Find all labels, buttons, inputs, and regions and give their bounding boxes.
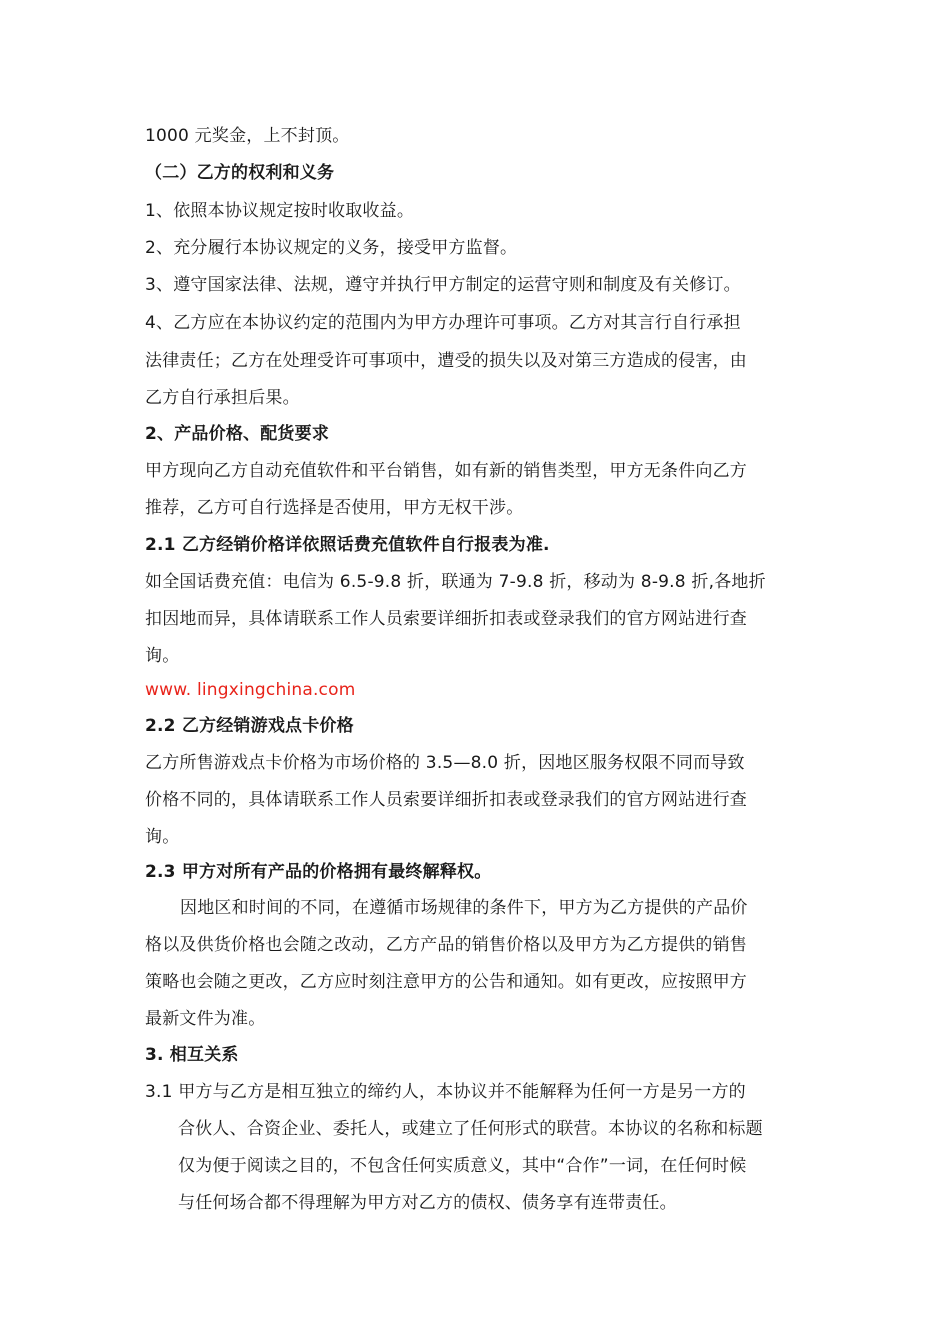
text-line: 最新文件为准。 (145, 1009, 266, 1029)
text-line: 乙方自行承担后果。 (145, 388, 300, 408)
text-line: 乙方所售游戏点卡价格为市场价格的 3.5—8.0 折，因地区服务权限不同而导致 (145, 753, 745, 773)
text-line: 1、依照本协议规定按时收取收益。 (145, 201, 415, 221)
website-link[interactable]: www. lingxingchina.com (145, 680, 356, 700)
text-line: 因地区和时间的不同，在遵循市场规律的条件下，甲方为乙方提供的产品价 (180, 898, 748, 918)
text-line: 询。 (145, 646, 180, 666)
text-line: 推荐，乙方可自行选择是否使用，甲方无权干涉。 (145, 498, 524, 518)
section-heading: （二）乙方的权利和义务 (145, 163, 335, 183)
section-heading: 2、产品价格、配货要求 (145, 424, 330, 444)
text-line: 与任何场合都不得理解为甲方对乙方的债权、债务享有连带责任。 (178, 1193, 677, 1213)
section-heading: 2.3 甲方对所有产品的价格拥有最终解释权。 (145, 862, 492, 882)
text-line: 3.1 甲方与乙方是相互独立的缔约人，本协议并不能解释为任何一方是另一方的 (145, 1082, 746, 1102)
text-line: 扣因地而异，具体请联系工作人员索要详细折扣表或登录我们的官方网站进行查 (145, 609, 747, 629)
text-line: 法律责任；乙方在处理受许可事项中，遭受的损失以及对第三方造成的侵害，由 (145, 351, 747, 371)
text-line: 格以及供货价格也会随之改动，乙方产品的销售价格以及甲方为乙方提供的销售 (145, 935, 747, 955)
section-heading: 3. 相互关系 (145, 1045, 239, 1065)
text-line: 1000 元奖金，上不封顶。 (145, 126, 350, 146)
text-line: 甲方现向乙方自动充值软件和平台销售，如有新的销售类型，甲方无条件向乙方 (145, 461, 747, 481)
text-line: 策略也会随之更改，乙方应时刻注意甲方的公告和通知。如有更改，应按照甲方 (145, 972, 747, 992)
text-line: 询。 (145, 827, 180, 847)
text-line: 2、充分履行本协议规定的义务，接受甲方监督。 (145, 238, 518, 258)
text-line: 合伙人、合资企业、委托人，或建立了任何形式的联营。本协议的名称和标题 (178, 1119, 763, 1139)
text-line: 3、遵守国家法律、法规，遵守并执行甲方制定的运营守则和制度及有关修订。 (145, 275, 741, 295)
text-line: 4、乙方应在本协议约定的范围内为甲方办理许可事项。乙方对其言行自行承担 (145, 313, 741, 333)
section-heading: 2.1 乙方经销价格详依照话费充值软件自行报表为准. (145, 535, 550, 555)
text-line: 仅为便于阅读之目的，不包含任何实质意义，其中“合作”一词，在任何时候 (178, 1156, 747, 1176)
text-line: 价格不同的，具体请联系工作人员索要详细折扣表或登录我们的官方网站进行查 (145, 790, 747, 810)
text-line: 如全国话费充值：电信为 6.5-9.8 折，联通为 7-9.8 折，移动为 8-9.8 折,各地折 (145, 572, 766, 592)
section-heading: 2.2 乙方经销游戏点卡价格 (145, 716, 354, 736)
